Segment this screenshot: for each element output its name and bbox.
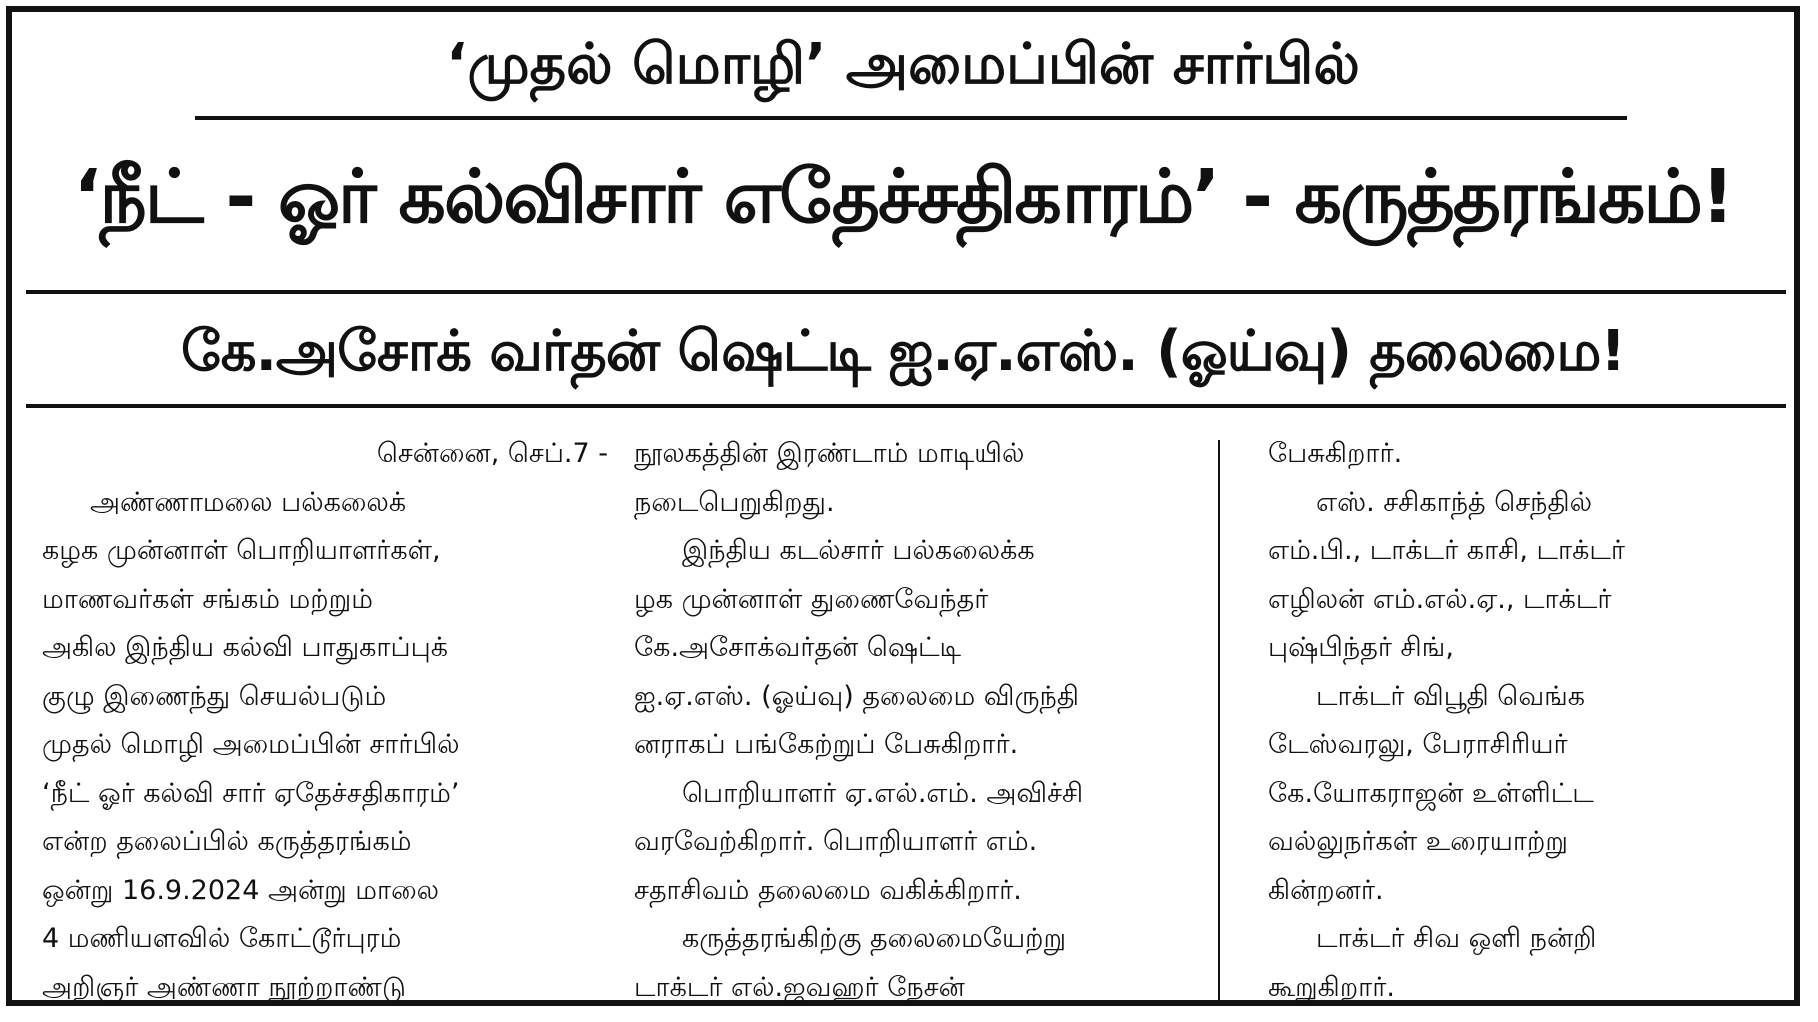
kicker: ‘முதல் மொழி’ அமைப்பின் சார்பில் bbox=[446, 32, 1360, 97]
column-line: கூறுகிறார். bbox=[1268, 971, 1395, 1003]
rule-bottom bbox=[26, 404, 1786, 408]
column-line: நூலகத்தின் இரண்டாம் மாடியில் bbox=[634, 438, 1025, 469]
column-line: டாக்டர் சிவ ஒளி நன்றி bbox=[1316, 923, 1597, 954]
column-line: வரவேற்கிறார். பொறியாளர் எம். bbox=[634, 826, 1038, 857]
column-line: ழக முன்னாள் துணைவேந்தர் bbox=[634, 583, 989, 615]
column-line: எம்.பி., டாக்டர் காசி, டாக்டர் bbox=[1268, 535, 1625, 566]
column-line: சதாசிவம் தலைமை வகிக்கிறார். bbox=[634, 874, 1022, 906]
column-line: எழிலன் எம்.எல்.ஏ., டாக்டர் bbox=[1268, 583, 1612, 615]
subhead: கே.அசோக் வர்தன் ஷெட்டி ஐ.ஏ.எஸ். (ஓய்வு) தலைமை! bbox=[181, 319, 1625, 384]
column-line: கருத்தரங்கிற்கு தலைமையேற்று bbox=[682, 923, 1067, 954]
column-line: குழு இணைந்து செயல்படும் bbox=[42, 680, 387, 712]
column-line: இந்திய கடல்சார் பல்கலைக்க bbox=[682, 535, 1035, 566]
column-line: 4 மணியளவில் கோட்டூர்புரம் bbox=[42, 923, 402, 954]
article-column-1 bbox=[42, 430, 608, 1012]
column-line: பேசுகிறார். bbox=[1268, 438, 1403, 469]
column-line: ஐ.ஏ.எஸ். (ஓய்வு) தலைமை விருந்தி bbox=[634, 680, 1079, 712]
column-line: முதல் மொழி அமைப்பின் சார்பில் bbox=[42, 729, 460, 760]
column-line: எஸ். சசிகாந்த் செந்தில் bbox=[1316, 486, 1593, 518]
column-line: புஷ்பிந்தர் சிங், bbox=[1268, 632, 1454, 663]
column-line: கின்றனர். bbox=[1268, 874, 1384, 906]
column-line: வல்லுநர்கள் உரையாற்று bbox=[1268, 826, 1568, 857]
column-line: என்ற தலைப்பில் கருத்தரங்கம் bbox=[42, 826, 412, 857]
column-line: டாக்டர் விபூதி வெங்க bbox=[1316, 680, 1586, 712]
column-line: னராகப் பங்கேற்றுப் பேசுகிறார். bbox=[634, 729, 1019, 760]
column-line: கே.யோகராஜன் உள்ளிட்ட bbox=[1268, 777, 1594, 809]
column-line: அகில இந்திய கல்வி பாதுகாப்புக் bbox=[42, 632, 448, 663]
column-line: டேஸ்வரலு, பேராசிரியர் bbox=[1268, 729, 1568, 760]
article-column-3 bbox=[1268, 430, 1746, 1012]
column-divider bbox=[1218, 440, 1220, 1000]
column-line: அறிஞர் அண்ணா நூற்றாண்டு bbox=[42, 971, 406, 1003]
column-line: கே.அசோக்வர்தன் ஷெட்டி bbox=[634, 632, 962, 663]
news-clipping bbox=[6, 6, 1800, 1006]
column-line: அண்ணாமலை பல்கலைக் bbox=[90, 486, 407, 518]
column-line: பொறியாளர் ஏ.எல்.எம். அவிச்சி bbox=[682, 777, 1084, 809]
column-line: டாக்டர் எல்.ஜவஹர் நேசன் bbox=[634, 971, 965, 1003]
column-line: மாணவர்கள் சங்கம் மற்றும் bbox=[42, 583, 373, 615]
rule-top bbox=[26, 290, 1786, 294]
column-line: நடைபெறுகிறது. bbox=[634, 486, 835, 518]
headline: ‘நீட் - ஓர் கல்விசார் எதேச்சதிகாரம்’ - கருத்தரங்கம்! bbox=[73, 154, 1733, 240]
column-line: ஒன்று 16.9.2024 அன்று மாலை bbox=[42, 874, 440, 906]
kicker-underline bbox=[195, 116, 1627, 120]
dateline: சென்னை, செப்.7 - bbox=[376, 438, 608, 469]
column-line: கழக முன்னாள் பொறியாளர்கள், bbox=[42, 535, 441, 566]
column-line: ‘நீட் ஓர் கல்வி சார் ஏதேச்சதிகாரம்’ bbox=[42, 777, 460, 809]
article-column-2 bbox=[634, 430, 1198, 1012]
